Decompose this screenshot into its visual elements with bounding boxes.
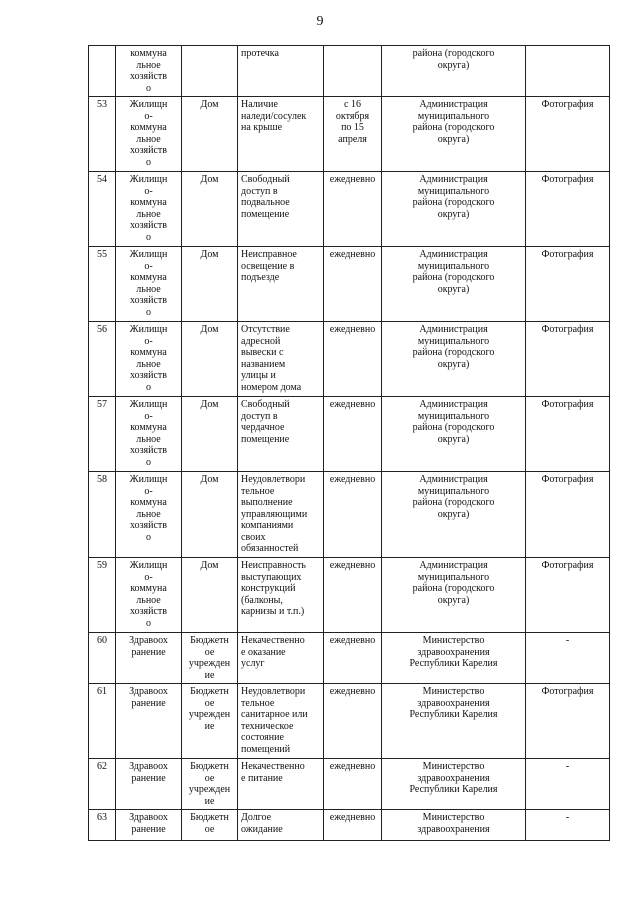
table-row: [89, 684, 610, 759]
proof-cell: Фотография: [526, 684, 610, 759]
responsible-cell: Министерство здравоохранения Республики Карелия: [382, 633, 526, 684]
period-cell: ежедневно: [324, 397, 382, 472]
period-cell: ежедневно: [324, 633, 382, 684]
proof-cell: Фотография: [526, 472, 610, 558]
table-row: [89, 633, 610, 684]
period-cell: с 16 октября по 15 апреля: [324, 97, 382, 172]
object-cell: Дом: [182, 97, 238, 172]
sphere-cell: Жилищн о- коммуна льное хозяйств о: [116, 97, 182, 172]
period-cell: ежедневно: [324, 322, 382, 397]
sphere-cell: Жилищн о- коммуна льное хозяйств о: [116, 472, 182, 558]
table-row: [89, 247, 610, 322]
sphere-cell: Здравоох ранение: [116, 684, 182, 759]
table-row: [89, 472, 610, 558]
problem-cell: Свободный доступ в подвальное помещение: [238, 172, 324, 247]
object-cell: Бюджетн ое учрежден ие: [182, 684, 238, 759]
responsible-cell: Администрация муниципального района (городского округа): [382, 247, 526, 322]
problem-cell: Неисправное освещение в подъезде: [238, 247, 324, 322]
period-cell: ежедневно: [324, 558, 382, 633]
table-row: [89, 810, 610, 841]
table-row: [89, 97, 610, 172]
object-cell: Дом: [182, 247, 238, 322]
table-row: [89, 46, 610, 97]
object-cell: Дом: [182, 397, 238, 472]
responsible-cell: Администрация муниципального района (городского округа): [382, 322, 526, 397]
problem-cell: Неудовлетвори тельное санитарное или техническое состояние помещений: [238, 684, 324, 759]
object-cell: Бюджетн ое: [182, 810, 238, 841]
proof-cell: Фотография: [526, 172, 610, 247]
responsible-cell: Администрация муниципального района (городского округа): [382, 97, 526, 172]
row-number: 56: [89, 322, 116, 397]
sphere-cell: Здравоох ранение: [116, 633, 182, 684]
object-cell: Дом: [182, 322, 238, 397]
proof-cell: -: [526, 633, 610, 684]
problem-cell: Наличие наледи/сосулек на крыше: [238, 97, 324, 172]
page-number: 9: [316, 14, 324, 29]
period-cell: ежедневно: [324, 759, 382, 810]
sphere-cell: Жилищн о- коммуна льное хозяйств о: [116, 397, 182, 472]
responsible-cell: Администрация муниципального района (городского округа): [382, 172, 526, 247]
measures-table: [88, 45, 610, 841]
sphere-cell: Здравоох ранение: [116, 810, 182, 841]
object-cell: Бюджетн ое учрежден ие: [182, 759, 238, 810]
row-number: 53: [89, 97, 116, 172]
sphere-cell: Здравоох ранение: [116, 759, 182, 810]
proof-cell: -: [526, 810, 610, 841]
row-number: 57: [89, 397, 116, 472]
problem-cell: Долгое ожидание: [238, 810, 324, 841]
row-number: 63: [89, 810, 116, 841]
table-row: [89, 759, 610, 810]
row-number: 55: [89, 247, 116, 322]
row-number: 54: [89, 172, 116, 247]
responsible-cell: района (городского округа): [382, 46, 526, 97]
problem-cell: Неудовлетвори тельное выполнение управляющими компаниями своих обязанностей: [238, 472, 324, 558]
sphere-cell: коммуна льное хозяйств о: [116, 46, 182, 97]
proof-cell: Фотография: [526, 97, 610, 172]
period-cell: [324, 46, 382, 97]
problem-cell: Некачественно е оказание услуг: [238, 633, 324, 684]
row-number: 59: [89, 558, 116, 633]
sphere-cell: Жилищн о- коммуна льное хозяйств о: [116, 558, 182, 633]
proof-cell: -: [526, 759, 610, 810]
object-cell: [182, 46, 238, 97]
period-cell: ежедневно: [324, 247, 382, 322]
proof-cell: [526, 46, 610, 97]
row-number: 61: [89, 684, 116, 759]
table-row: [89, 558, 610, 633]
period-cell: ежедневно: [324, 472, 382, 558]
sphere-cell: Жилищн о- коммуна льное хозяйств о: [116, 247, 182, 322]
period-cell: ежедневно: [324, 684, 382, 759]
period-cell: ежедневно: [324, 172, 382, 247]
row-number: [89, 46, 116, 97]
table-row: [89, 172, 610, 247]
responsible-cell: Министерство здравоохранения Республики Карелия: [382, 759, 526, 810]
period-cell: ежедневно: [324, 810, 382, 841]
problem-cell: Некачественно е питание: [238, 759, 324, 810]
object-cell: Бюджетн ое учрежден ие: [182, 633, 238, 684]
sphere-cell: Жилищн о- коммуна льное хозяйств о: [116, 322, 182, 397]
sphere-cell: Жилищн о- коммуна льное хозяйств о: [116, 172, 182, 247]
proof-cell: Фотография: [526, 322, 610, 397]
row-number: 62: [89, 759, 116, 810]
problem-cell: протечка: [238, 46, 324, 97]
object-cell: Дом: [182, 172, 238, 247]
responsible-cell: Министерство здравоохранения: [382, 810, 526, 841]
responsible-cell: Администрация муниципального района (городского округа): [382, 397, 526, 472]
responsible-cell: Администрация муниципального района (городского округа): [382, 472, 526, 558]
proof-cell: Фотография: [526, 247, 610, 322]
problem-cell: Отсутствие адресной вывески с названием улицы и номером дома: [238, 322, 324, 397]
proof-cell: Фотография: [526, 397, 610, 472]
table-row: [89, 397, 610, 472]
proof-cell: Фотография: [526, 558, 610, 633]
row-number: 58: [89, 472, 116, 558]
responsible-cell: Администрация муниципального района (городского округа): [382, 558, 526, 633]
row-number: 60: [89, 633, 116, 684]
problem-cell: Свободный доступ в чердачное помещение: [238, 397, 324, 472]
table-row: [89, 322, 610, 397]
object-cell: Дом: [182, 558, 238, 633]
object-cell: Дом: [182, 472, 238, 558]
problem-cell: Неисправность выступающих конструкций (балконы, карнизы и т.п.): [238, 558, 324, 633]
responsible-cell: Министерство здравоохранения Республики Карелия: [382, 684, 526, 759]
